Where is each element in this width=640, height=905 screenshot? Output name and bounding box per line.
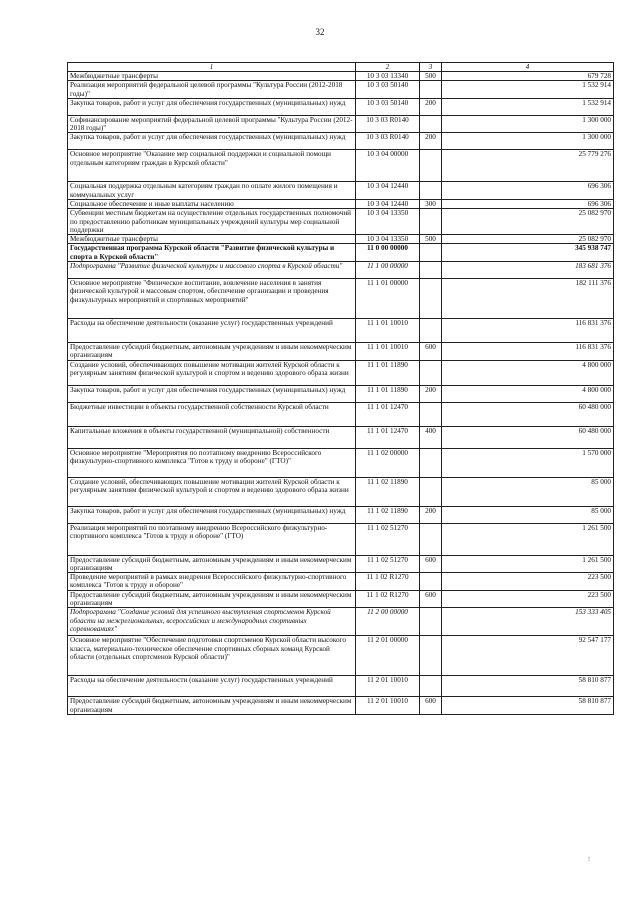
table-row xyxy=(68,697,614,715)
header-code: 2 xyxy=(356,63,420,72)
row-name: Закупка товаров, работ и услуг для обеспечения государственных (муниципальных) нужд xyxy=(68,98,356,115)
row-expense-type: 600 xyxy=(420,555,442,573)
row-expense-type xyxy=(420,448,442,477)
row-name: Подпрограмма "Создание условий для успешного выступления спортсменов Курской области на межрегиональных, всероссийских и международных спортивных соревнованиях" xyxy=(68,608,356,636)
row-code: 11 1 01 10010 xyxy=(356,342,420,360)
row-name: Расходы на обеспечение деятельности (оказание услуг) государственных учреждений xyxy=(68,676,356,697)
budget-table xyxy=(67,62,614,715)
row-expense-type: 200 xyxy=(420,133,442,150)
row-name: Капитальные вложения в объекты государственной (муниципальной) собственности xyxy=(68,426,356,448)
row-code: 11 1 02 11890 xyxy=(356,506,420,523)
row-name: Закупка товаров, работ и услуг для обеспечения государственных (муниципальных) нужд xyxy=(68,133,356,150)
table-row xyxy=(68,342,614,360)
table-row xyxy=(68,200,614,209)
row-name: Основное мероприятие "Мероприятия по поэтапному внедрению Всероссийского физкультурно-спортивного комплекса "Готов к труду и обороне" (ГТО)" xyxy=(68,448,356,477)
row-sum: 4 800 000 xyxy=(442,385,614,402)
row-name: Предоставление субсидий бюджетным, автономным учреждениям и иным некоммерческим организациям xyxy=(68,342,356,360)
row-sum: 223 500 xyxy=(442,590,614,608)
row-sum: 1 532 914 xyxy=(442,81,614,99)
table-body xyxy=(68,72,614,715)
stray-mark: ! xyxy=(588,857,590,863)
row-sum: 25 779 276 xyxy=(442,150,614,182)
row-code: 11 1 02 51270 xyxy=(356,523,420,555)
header-sum: 4 xyxy=(442,63,614,72)
table-row xyxy=(68,608,614,636)
row-name: Расходы на обеспечение деятельности (оказание услуг) государственных учреждений xyxy=(68,318,356,342)
row-sum: 696 306 xyxy=(442,182,614,200)
row-sum: 1 532 914 xyxy=(442,98,614,115)
row-name: Бюджетные инвестиции в объекты государственной собственности Курской области xyxy=(68,402,356,426)
row-sum: 116 831 376 xyxy=(442,318,614,342)
row-name: Основное мероприятие "Оказание мер социальной поддержки и социальной помощи отдельным категориям граждан в Курской области" xyxy=(68,150,356,182)
row-code: 10 3 03 R0140 xyxy=(356,133,420,150)
row-code: 11 1 01 12470 xyxy=(356,426,420,448)
table-row xyxy=(68,261,614,278)
row-expense-type xyxy=(420,608,442,636)
row-code: 11 1 02 R1270 xyxy=(356,590,420,608)
row-sum: 696 306 xyxy=(442,200,614,209)
table-row xyxy=(68,244,614,262)
row-code: 10 3 04 00000 xyxy=(356,150,420,182)
table-row xyxy=(68,72,614,81)
row-name: Создание условий, обеспечивающих повышение мотивации жителей Курской области к регулярным занятиям физической культурой и спортом и ведению здорового образа жизни xyxy=(68,477,356,506)
row-name: Реализация мероприятий федеральной целевой программы "Культура России (2012-2018 годы)" xyxy=(68,81,356,99)
table-row xyxy=(68,555,614,573)
table-row xyxy=(68,209,614,235)
row-expense-type: 500 xyxy=(420,235,442,244)
row-expense-type xyxy=(420,182,442,200)
row-expense-type: 400 xyxy=(420,426,442,448)
row-code: 11 1 01 11890 xyxy=(356,360,420,385)
table-row xyxy=(68,523,614,555)
row-code: 11 1 01 00000 xyxy=(356,278,420,318)
table-row xyxy=(68,402,614,426)
table-row xyxy=(68,115,614,133)
row-name: Основное мероприятие "Обеспечение подготовки спортсменов Курской области высокого класса, материально-техническое обеспечение спортивных сборных команд Курской области (отдельных спортсменов Курской области)" xyxy=(68,636,356,676)
row-code: 11 2 01 10010 xyxy=(356,676,420,697)
row-sum: 1 300 000 xyxy=(442,115,614,133)
row-name: Проведение мероприятий в рамках внедрения Всероссийского физкультурно-спортивного комплекса "Готов к труду и обороне" xyxy=(68,573,356,591)
row-sum: 58 810 877 xyxy=(442,697,614,715)
row-name: Социальное обеспечение и иные выплаты населению xyxy=(68,200,356,209)
page-number: 32 xyxy=(315,27,325,37)
row-expense-type xyxy=(420,209,442,235)
row-code: 11 1 01 10010 xyxy=(356,318,420,342)
row-sum: 60 480 000 xyxy=(442,402,614,426)
row-sum: 1 261 500 xyxy=(442,523,614,555)
row-expense-type xyxy=(420,636,442,676)
table-row xyxy=(68,477,614,506)
row-expense-type: 200 xyxy=(420,506,442,523)
row-sum: 1 300 000 xyxy=(442,133,614,150)
row-expense-type xyxy=(420,523,442,555)
table-row xyxy=(68,235,614,244)
row-sum: 116 831 376 xyxy=(442,342,614,360)
row-code: 11 2 01 10010 xyxy=(356,697,420,715)
row-name: Социальная поддержка отдельным категориям граждан по оплате жилого помещения и коммунальных услуг xyxy=(68,182,356,200)
row-code: 11 2 00 00000 xyxy=(356,608,420,636)
row-code: 11 1 01 12470 xyxy=(356,402,420,426)
row-expense-type: 300 xyxy=(420,200,442,209)
row-sum: 1 261 500 xyxy=(442,555,614,573)
header-name: 1 xyxy=(68,63,356,72)
table-row xyxy=(68,573,614,591)
row-expense-type: 200 xyxy=(420,385,442,402)
row-expense-type: 600 xyxy=(420,697,442,715)
row-expense-type xyxy=(420,150,442,182)
row-expense-type xyxy=(420,81,442,99)
table-row xyxy=(68,385,614,402)
row-sum: 25 082 970 xyxy=(442,235,614,244)
row-expense-type: 200 xyxy=(420,98,442,115)
row-name: Предоставление субсидий бюджетным, автономным учреждениям и иным некоммерческим организациям xyxy=(68,555,356,573)
row-expense-type xyxy=(420,115,442,133)
row-code: 10 3 03 50140 xyxy=(356,81,420,99)
table-row xyxy=(68,182,614,200)
row-name: Предоставление субсидий бюджетным, автономным учреждениям и иным некоммерческим организациям xyxy=(68,590,356,608)
row-name: Подпрограмма "Развитие физической культуры и массового спорта в Курской области" xyxy=(68,261,356,278)
row-name: Субвенции местным бюджетам на осуществление отдельных государственных полномочий по предоставлению работникам муниципальных учреждений культуры мер социальной поддержки xyxy=(68,209,356,235)
table-row xyxy=(68,150,614,182)
row-expense-type xyxy=(420,676,442,697)
row-expense-type xyxy=(420,477,442,506)
row-code: 10 3 04 12440 xyxy=(356,182,420,200)
row-sum: 182 111 376 xyxy=(442,278,614,318)
row-sum: 92 547 177 xyxy=(442,636,614,676)
table-row xyxy=(68,426,614,448)
row-name: Софинансирование мероприятий федеральной целевой программы "Культура России (2012-2018 годы)" xyxy=(68,115,356,133)
row-name: Межбюджетные трансферты xyxy=(68,72,356,81)
row-code: 11 1 02 51270 xyxy=(356,555,420,573)
row-sum: 60 480 000 xyxy=(442,426,614,448)
row-expense-type xyxy=(420,318,442,342)
row-expense-type xyxy=(420,244,442,262)
row-code: 11 1 02 00000 xyxy=(356,448,420,477)
row-sum: 4 800 000 xyxy=(442,360,614,385)
table-row xyxy=(68,636,614,676)
row-sum: 85 000 xyxy=(442,506,614,523)
row-code: 11 0 00 00000 xyxy=(356,244,420,262)
row-expense-type xyxy=(420,278,442,318)
row-code: 11 1 02 R1270 xyxy=(356,573,420,591)
table-row xyxy=(68,360,614,385)
row-code: 10 3 04 13350 xyxy=(356,209,420,235)
table-row xyxy=(68,506,614,523)
row-code: 11 1 01 11890 xyxy=(356,385,420,402)
table-row xyxy=(68,133,614,150)
row-sum: 85 000 xyxy=(442,477,614,506)
row-code: 10 3 04 13350 xyxy=(356,235,420,244)
row-expense-type xyxy=(420,360,442,385)
row-code: 10 3 04 12440 xyxy=(356,200,420,209)
row-code: 10 3 03 R0140 xyxy=(356,115,420,133)
table-row xyxy=(68,676,614,697)
header-expense-type: 3 xyxy=(420,63,442,72)
row-sum: 183 681 376 xyxy=(442,261,614,278)
row-code: 10 3 03 50140 xyxy=(356,98,420,115)
table-row xyxy=(68,98,614,115)
row-name: Межбюджетные трансферты xyxy=(68,235,356,244)
row-expense-type xyxy=(420,261,442,278)
row-code: 11 1 02 11890 xyxy=(356,477,420,506)
row-code: 10 3 03 13340 xyxy=(356,72,420,81)
row-name: Закупка товаров, работ и услуг для обеспечения государственных (муниципальных) нужд xyxy=(68,385,356,402)
table-row xyxy=(68,318,614,342)
table-row xyxy=(68,590,614,608)
row-sum: 679 728 xyxy=(442,72,614,81)
table-row xyxy=(68,278,614,318)
row-sum: 58 810 877 xyxy=(442,676,614,697)
row-expense-type: 500 xyxy=(420,72,442,81)
row-expense-type: 600 xyxy=(420,590,442,608)
row-expense-type xyxy=(420,402,442,426)
row-name: Закупка товаров, работ и услуг для обеспечения государственных (муниципальных) нужд xyxy=(68,506,356,523)
row-expense-type: 600 xyxy=(420,342,442,360)
row-sum: 25 082 970 xyxy=(442,209,614,235)
row-name: Предоставление субсидий бюджетным, автономным учреждениям и иным некоммерческим организациям xyxy=(68,697,356,715)
row-name: Реализация мероприятий по поэтапному внедрению Всероссийского физкультурно-спортивного комплекса "Готов к труду и обороне" (ГТО) xyxy=(68,523,356,555)
row-name: Государственная программа Курской области "Развитие физической культуры и спорта в Курской области" xyxy=(68,244,356,262)
row-name: Создание условий, обеспечивающих повышение мотивации жителей Курской области к регулярным занятиям физической культурой и спортом и ведению здорового образа жизни xyxy=(68,360,356,385)
row-sum: 223 500 xyxy=(442,573,614,591)
row-sum: 153 333 405 xyxy=(442,608,614,636)
row-sum: 1 570 000 xyxy=(442,448,614,477)
table-row xyxy=(68,81,614,99)
row-expense-type xyxy=(420,573,442,591)
table-row xyxy=(68,448,614,477)
row-code: 11 2 01 00000 xyxy=(356,636,420,676)
row-code: 11 1 00 00000 xyxy=(356,261,420,278)
row-name: Основное мероприятие "Физическое воспитание, вовлечение населения в занятия физической культурой и массовым спортом, обеспечение организации и проведения физкультурных мероприятий и спортивных мероприятий" xyxy=(68,278,356,318)
table-header-row xyxy=(68,63,614,72)
row-sum: 345 938 747 xyxy=(442,244,614,262)
